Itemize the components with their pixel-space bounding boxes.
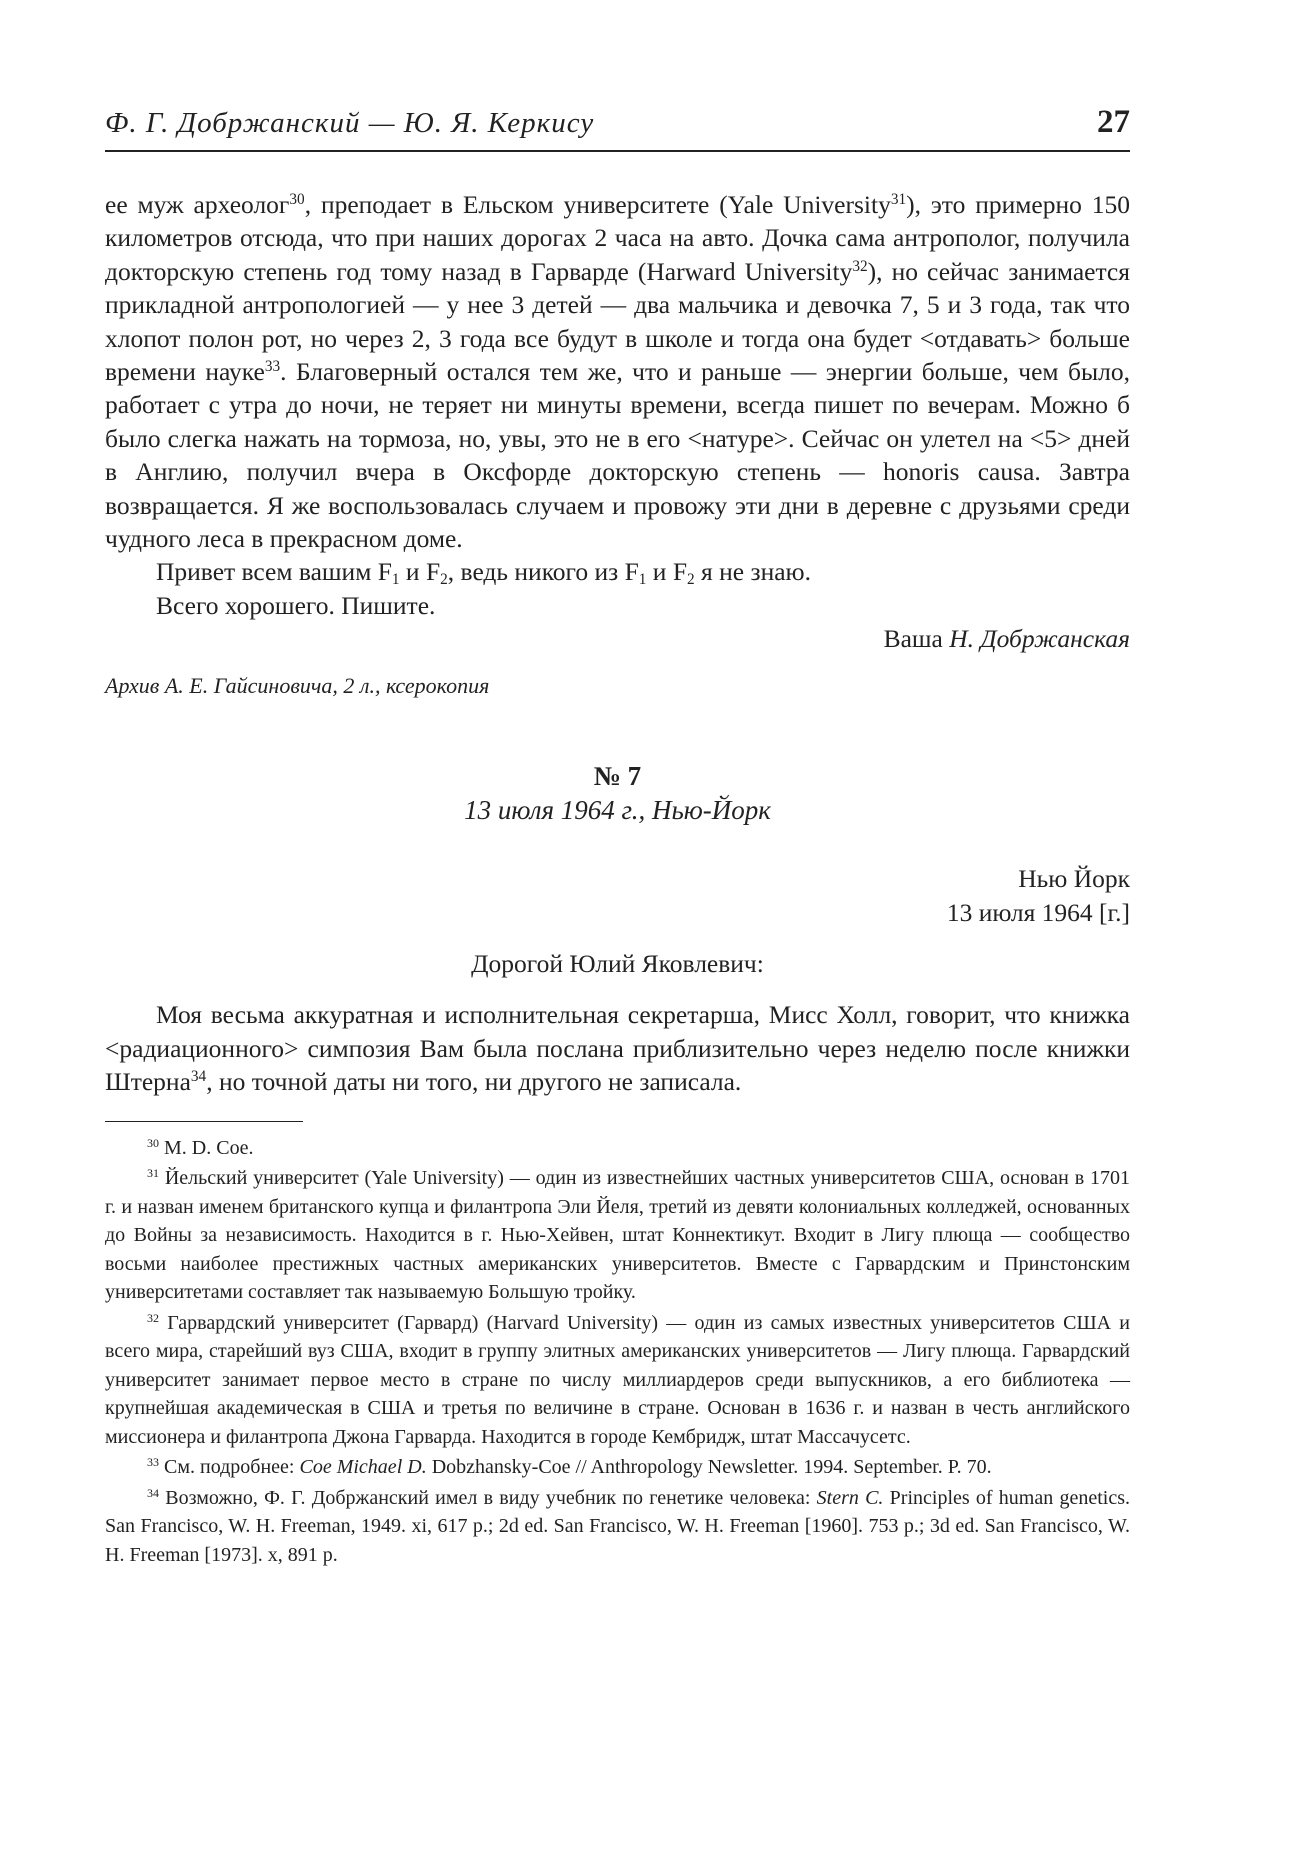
footnote: $^{32}$ Гарвардский университет (Гарвард) (Harvard University) — один из самых известных университетов США и всего мира, старейший вуз США, входит в группу элитных американских университетов — Лигу плюща. Гарвардский университет занимает первое место в стране по числу миллиардеров среди выпускников, а его библиотека — крупнейшая академическая в США и третья по величине в стране. Основан в 1636 г. и назван в честь английского миссионера и филантропа Джона Гарварда. Находится в городе Кембридж, штат Массачусетс. [105, 1310, 1130, 1448]
paragraph: Привет всем вашим $F_1$ и $F_2$, ведь никого из $F_1$ и $F_2$ я не знаю. [156, 557, 811, 589]
footnote-rule [105, 1121, 303, 1122]
footnote: $^{34}$ Возможно, Ф. Г. Добржанский имел в виду учебник по генетике человека: Stern C. Principles of human genetics. San Francisco, W. H. Freeman, 1949. xi, 617 p.; 2d ed. San Francisco, W. H. Freeman [1960]. 753 p.; 3d ed. San Francisco, W. H. Freeman [1973]. x, 891 p. [105, 1485, 1130, 1566]
header-rule [105, 150, 1130, 152]
letter-place-date: Нью Йорк 13 июля 1964 [г.] [946, 864, 1130, 927]
letter-date-place: 13 июля 1964 г., Нью-Йорк [464, 795, 771, 826]
signature: Ваша Н. Добржанская [883, 624, 1130, 654]
footnote-number: 30 [147, 1135, 159, 1150]
letter-number: № 7 [593, 761, 642, 792]
footnote: $^{33}$ См. подробнее: Coe Michael D. Dobzhansky-Coe // Anthropology Newsletter. 1994. September. P. 70. [147, 1454, 992, 1479]
footnote-ref: 33 [264, 357, 281, 375]
greeting: Дорогой Юлий Яковлевич: [471, 948, 764, 978]
footnote: $^{30}$ M. D. Coe. [147, 1135, 254, 1159]
footnote-number: 31 [147, 1165, 159, 1180]
footnote-ref: 31 [890, 190, 907, 208]
paragraph: ее муж археолог$^{30}$, преподает в Ельском университете (Yale University$^{31}$), это примерно 150 километров отсюда, что при наших дорогах 2 часа на авто. Дочка сама антрополог, получила докторскую степень год тому назад в Гарварде (Harward University$^{32}$), но сейчас занимается прикладной антропологией — у нее 3 детей — два мальчика и девочка 7, 5 и 3 года, так что хлопот полон рот, но через 2, 3 года все будут в школе и тогда она будет <отдавать> больше времени науке$^{33}$. Благоверный остался тем же, что и раньше — энергии больше, чем было, работает с утра до ночи, не теряет ни минуты времени, всегда пишет по вечерам. Можно б было слегка нажать на тормоза, но, увы, это не в его <натуре>. Сейчас он улетел на <5> дней в Англию, получил вчера в Оксфорде докторскую степень — honoris causa. Завтра возвращается. Я же воспользовалась случаем и провожу эти дни в деревне с друзьями среди чудного леса в прекрасном доме. [105, 190, 1130, 554]
running-title: Ф. Г. Добржанский — Ю. Я. Керкису [105, 107, 595, 139]
page-number: 27 [1097, 104, 1130, 140]
footnotes [105, 1134, 1130, 1570]
footnote-ref: 32 [852, 257, 868, 275]
footnote-ref: 34 [190, 1067, 207, 1085]
paragraph: Всего хорошего. Пишите. [156, 590, 436, 620]
archive-note: Архив А. Е. Гайсиновича, 2 л., ксерокопия [105, 672, 490, 698]
paragraph: Моя весьма аккуратная и исполнительная секретарша, Мисс Холл, говорит, что книжка <радиационного> симпозия Вам была послана приблизительно через неделю после книжки Штерна$^{34}$, но точной даты ни того, ни другого не записала. [105, 1000, 1130, 1097]
footnote-ref: 30 [289, 190, 305, 208]
footnote: $^{31}$ Йельский университет (Yale University) — один из известнейших частных университетов США, основан в 1701 г. и назван именем британского купца и филантропа Эли Йеля, третий из девяти колониальных колледжей, основанных до Войны за независимость. Находится в г. Нью-Хейвен, штат Коннектикут. Входит в Лигу плюща — сообщество восьми наиболее престижных частных американских университетов. Вместе с Гарвардским и Принстонским университетами составляет так называемую Большую тройку. [105, 1165, 1130, 1304]
footnote-number: 34 [147, 1485, 159, 1500]
footnote-number: 33 [147, 1454, 159, 1469]
footnote-number: 32 [147, 1310, 159, 1325]
running-head [105, 104, 1130, 141]
page-body [105, 188, 1130, 1571]
